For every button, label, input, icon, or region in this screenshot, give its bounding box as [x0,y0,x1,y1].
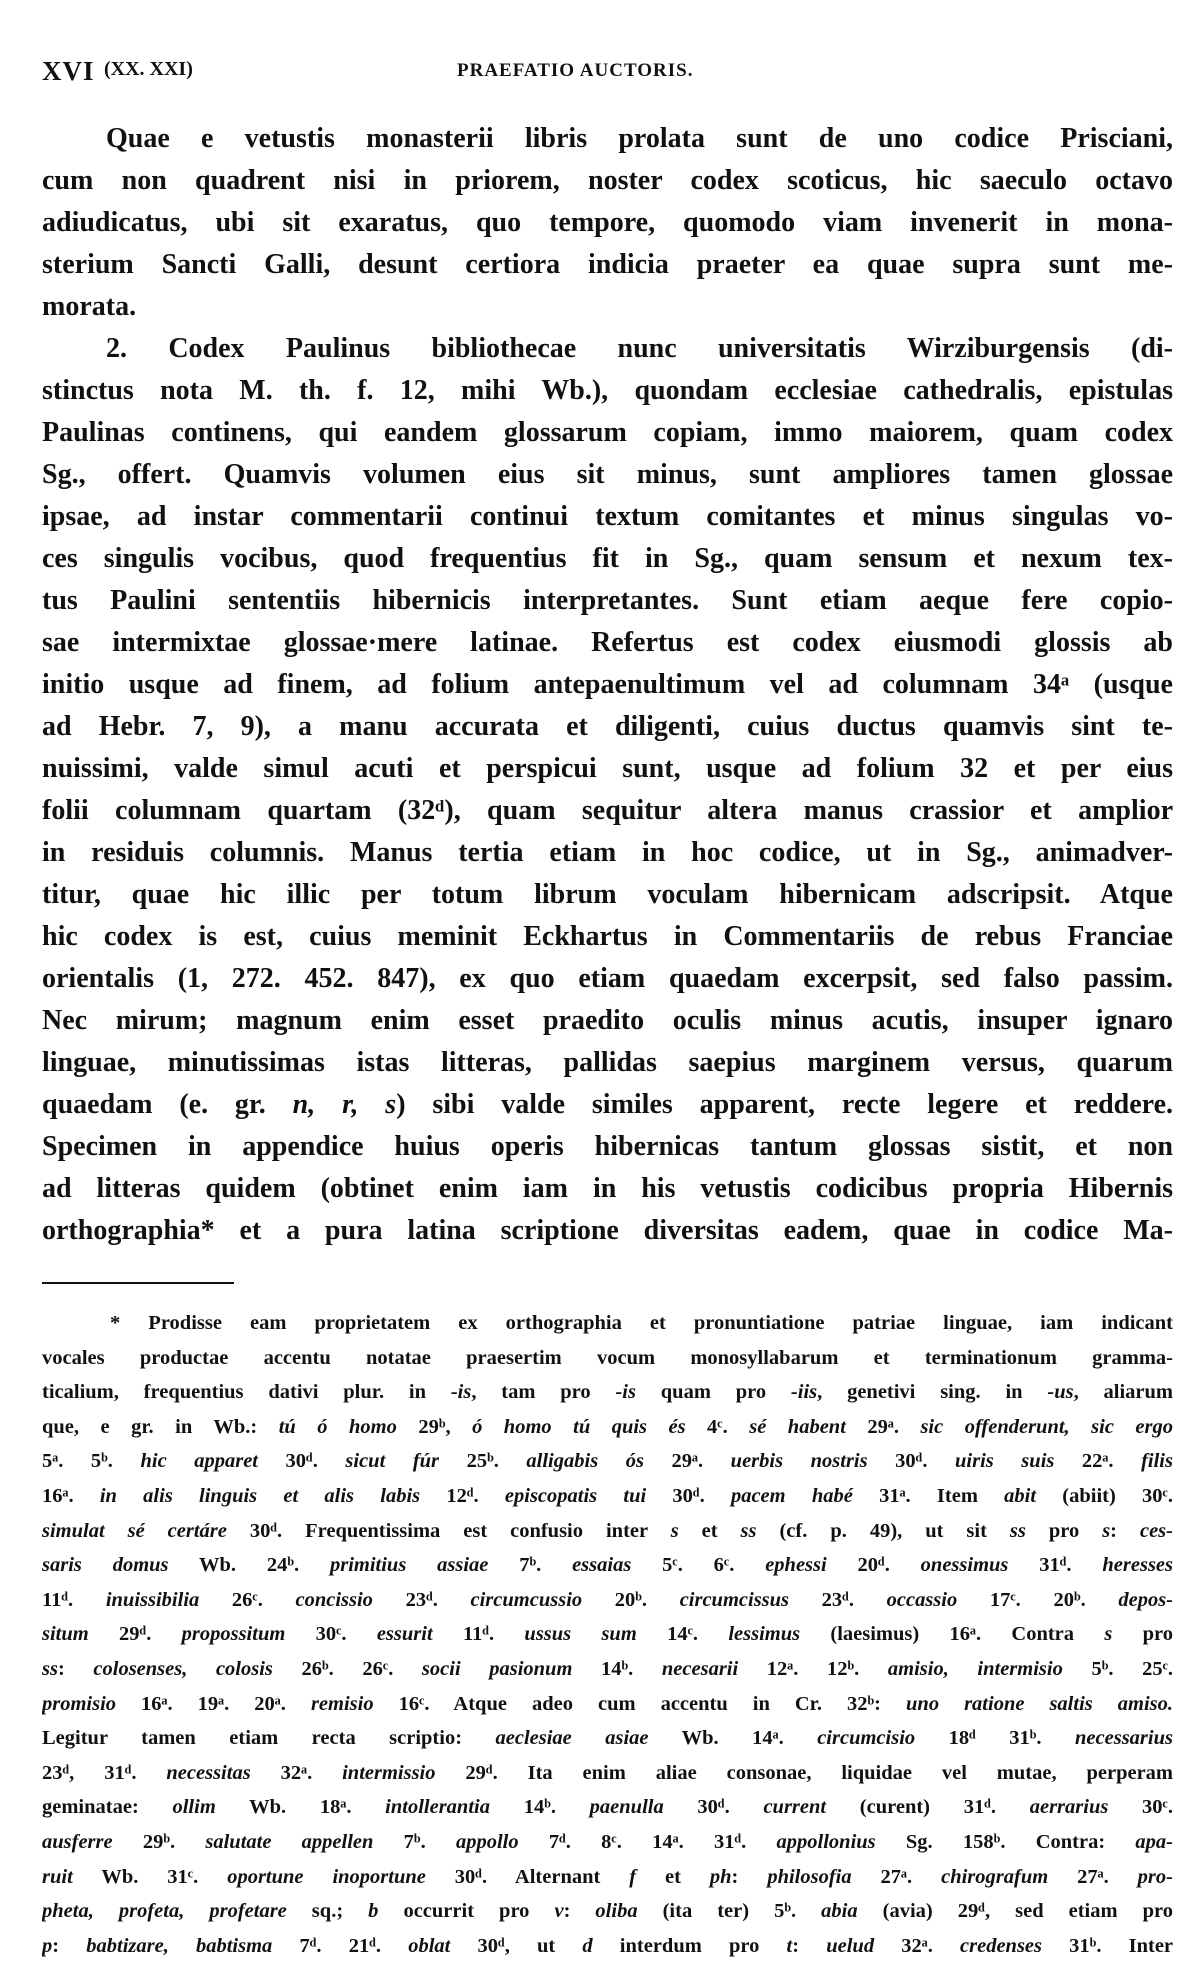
text-line [42,916,1173,958]
text: 26ᶜ. [199,1588,296,1611]
italic-text: uno ratione saltis amiso. [906,1692,1173,1715]
italic-text: depos- [1118,1588,1173,1611]
italic-text: appollonius [776,1830,876,1853]
footnote-line [42,1617,1173,1652]
text: geminatae: [42,1796,173,1819]
italic-text: intollerantia [385,1796,490,1819]
text-line [42,454,1173,496]
footnote-line [42,1583,1173,1618]
text: cum non quadrent nisi in priorem, noster codex scoticus, hic saeculo octavo [42,165,1173,196]
text: 29ᵇ. [112,1830,206,1853]
text: 23ᵈ. [372,1588,471,1611]
text: 30ᵈ. [258,1450,346,1473]
text: (abiit) 30ᶜ. [1036,1484,1173,1507]
text: sae intermixtae glossae·mere latinae. Refertus est codex eiusmodi glossis ab [42,627,1173,658]
text-line [42,874,1173,916]
text: Paulinas continens, qui eandem glossarum copiam, immo maiorem, quam codex [42,417,1173,448]
text: adiudicatus, ubi sit exaratus, quo tempore, quomodo viam invenerit in mona- [42,207,1173,238]
running-header [42,56,1173,88]
text: nuissimi, valde simul acuti et perspicui sunt, usque ad folium 32 et per eius [42,753,1173,784]
italic-text: propossitum [181,1623,286,1646]
italic-text: aerrarius [1029,1796,1109,1819]
italic-text: necesarii [661,1657,739,1680]
text-line [42,496,1173,538]
footnote-line [42,1652,1173,1687]
italic-text: colosenses, colosis [93,1657,273,1680]
text: 27ᵃ. [1048,1865,1138,1888]
text: orientalis (1, 272. 452. 847), ex quo etiam quaedam excerpsit, sed falso passim. [42,963,1173,994]
text: interdum pro [592,1934,787,1957]
italic-text: occassio [886,1588,958,1611]
text: : [792,1934,827,1957]
text: ad litteras quidem (obtinet enim iam in his vetustis codicibus propria Hibernis [42,1173,1173,1204]
text: 30ᵈ, ut [450,1934,583,1957]
footnote-line [42,1894,1173,1929]
italic-text: simulat sé certáre [42,1519,227,1542]
italic-text: essaias [572,1554,632,1577]
italic-text: sé habent [749,1415,846,1438]
italic-text: ss [42,1657,58,1680]
text-line [42,1168,1173,1210]
italic-text: intermissio [342,1761,436,1784]
text: Quae e vetustis monasterii libris prolata sunt de uno codice Prisciani, [106,123,1173,154]
text: 29ᵈ. Ita enim aliae consonae, liquidae vel mutae, perperam [435,1761,1173,1784]
italic-text: abia [821,1900,858,1923]
italic-text: remisio [310,1692,374,1715]
text: 27ᵃ. [851,1865,942,1888]
italic-text: uiris suis [955,1450,1055,1473]
text: (cf. p. 49), ut sit [756,1519,1010,1542]
italic-text: necessitas [166,1761,251,1784]
text: et [636,1865,710,1888]
text: 5ᵇ. 25ᶜ. [1062,1657,1173,1680]
text: 31ᵇ. Inter [1042,1934,1173,1957]
italic-text: ussus sum [524,1623,637,1646]
text: quaedam (e. gr. [42,1089,293,1120]
text: initio usque ad finem, ad folium antepaenultimum vel ad columnam 34ᵃ (usque [42,669,1173,700]
italic-text: tú ó homo [278,1415,397,1438]
italic-text: p [42,1934,53,1957]
footnote-line [42,1687,1173,1722]
italic-text: ces- [1139,1519,1173,1542]
italic-text: paenulla [589,1796,664,1819]
text: (curent) 31ᵈ. [826,1796,1030,1819]
text: 31ᵃ. Item [852,1484,1005,1507]
text: 12ᵈ. [420,1484,505,1507]
text: 11ᵈ. [432,1623,525,1646]
italic-text: hic apparet [140,1450,258,1473]
running-title: PRAEFATIO AUCTORIS. [457,60,694,81]
text: titur, quae hic illic per totum librum voculam hibernicam adscripsit. Atque [42,879,1173,910]
text: in residuis columnis. Manus tertia etiam in hoc codice, ut in Sg., animadver- [42,837,1173,868]
text: 16ᵃ. [42,1484,100,1507]
footnote-line [42,1306,1173,1341]
text: 5ᵃ. 5ᵇ. [42,1450,141,1473]
text: tus Paulini sententiis hibernicis interpretantes. Sunt etiam aeque fere copio- [42,585,1173,616]
text: quam pro [635,1381,791,1404]
text: linguae, minutissimas istas litteras, pallidas saepius marginem versus, quarum [42,1047,1173,1078]
text: 29ᵈ. [88,1623,182,1646]
text-line [42,580,1173,622]
text: 14ᶜ. [636,1623,729,1646]
italic-text: ruit [42,1865,73,1888]
italic-text: filis [1141,1450,1173,1473]
text-line [42,286,1173,328]
italic-text: -is [615,1381,636,1404]
section-reference: (XX. XXI) [104,58,193,80]
italic-text: v [554,1900,564,1923]
text-line [42,370,1173,412]
text: Sg. 158ᵇ. Contra: [875,1830,1136,1853]
footnote-line [42,1756,1173,1791]
italic-text: f [629,1865,637,1888]
text: 30ᵈ. Frequentissima est confusio inter [226,1519,671,1542]
italic-text: alligabis ós [526,1450,644,1473]
text: 12ᵃ. 12ᵇ. [738,1657,888,1680]
text: pro [1025,1519,1103,1542]
italic-text: s [1102,1519,1111,1542]
footnote-line [42,1548,1173,1583]
text: (ita ter) 5ᵇ. [637,1900,822,1923]
italic-text: socii pasionum [421,1657,573,1680]
text: vocales productae accentu notatae praesertim vocum monosyllabarum et terminationum gramma- [42,1346,1173,1369]
italic-text: s [1104,1623,1113,1646]
italic-text: sic offenderunt, sic ergo [920,1415,1173,1438]
italic-text: ó homo tú quis és [472,1415,686,1438]
italic-text: oportune inoportune [227,1865,426,1888]
text: que, e gr. in Wb.: [42,1415,279,1438]
italic-text: circumcissus [679,1588,790,1611]
main-text [42,118,1173,1252]
text-line [42,118,1173,160]
footnote-line [42,1825,1173,1860]
italic-text: ss [740,1519,757,1542]
text-line [42,538,1173,580]
italic-text: episcopatis tui [504,1484,647,1507]
text: 20ᵇ. [582,1588,680,1611]
text: 18ᵈ 31ᵇ. [915,1727,1076,1750]
text: Legitur tamen etiam recta scriptio: [42,1727,496,1750]
italic-text: abit [1004,1484,1037,1507]
text-line [42,244,1173,286]
footnote-line [42,1341,1173,1376]
text: : [52,1934,87,1957]
text: 29ᵃ. [643,1450,731,1473]
text: folii columnam quartam (32ᵈ), quam sequitur altera manus crassior et amplior [42,795,1173,826]
italic-text: appollo [455,1830,519,1853]
italic-text: concissio [295,1588,373,1611]
italic-text: pacem habé [730,1484,853,1507]
text: hic codex is est, cuius meminit Eckhartus in Commentariis de rebus Franciae [42,921,1173,952]
italic-text: oblat [408,1934,451,1957]
text: 4ᶜ. [685,1415,750,1438]
text: ipsae, ad instar commentarii continui textum comitantes et minus singulas vo- [42,501,1173,532]
footnote-line [42,1929,1173,1964]
text: 22ᵃ. [1054,1450,1142,1473]
text-line [42,1126,1173,1168]
text-line [42,160,1173,202]
italic-text: s [670,1519,679,1542]
italic-text: onessimus [920,1554,1009,1577]
italic-text: ph [709,1865,732,1888]
text: 17ᶜ. 20ᵇ. [957,1588,1119,1611]
text: 30ᵈ. [663,1796,764,1819]
italic-text: pheta, profeta, profetare [42,1900,287,1923]
text: 30ᶜ. [285,1623,377,1646]
italic-text: lessimus [728,1623,801,1646]
text: 20ᵈ. [826,1554,921,1577]
text-line [42,328,1173,370]
footnote-line [42,1444,1173,1479]
italic-text: in alis linguis et alis labis [99,1484,421,1507]
italic-text: primitius assiae [329,1554,489,1577]
text: : [57,1657,94,1680]
italic-text: pro- [1137,1865,1173,1888]
text: 25ᵇ. [439,1450,527,1473]
text: (laesimus) 16ᵃ. Contra [800,1623,1105,1646]
text: 29ᵃ. [845,1415,921,1438]
text: 7ᵇ. [373,1830,456,1853]
text: 7ᵈ. 8ᶜ. 14ᵃ. 31ᵈ. [518,1830,777,1853]
footnote-separator [42,1282,234,1284]
footnote-line [42,1514,1173,1549]
text: pro [1112,1623,1173,1646]
italic-text: current [763,1796,827,1819]
italic-text: -iis [790,1381,818,1404]
italic-text: inuissibilia [105,1588,200,1611]
text: morata. [42,291,137,322]
text: 26ᵇ. 26ᶜ. [272,1657,422,1680]
text-line [42,1084,1173,1126]
italic-text: necessarius [1075,1727,1173,1750]
text: ad Hebr. 7, 9), a manu accurata et diligenti, cuius ductus quamvis sint te- [42,711,1173,742]
footnote-line [42,1790,1173,1825]
text: Wb. 18ᵃ. [215,1796,386,1819]
text: 31ᵈ. [1008,1554,1103,1577]
italic-text: apa- [1135,1830,1173,1853]
italic-text: ephessi [765,1554,827,1577]
text: et [678,1519,741,1542]
italic-text: heresses [1102,1554,1173,1577]
text: 5ᶜ. 6ᶜ. [631,1554,766,1577]
text: Nec mirum; magnum enim esset praedito oculis minus acutis, insuper ignaro [42,1005,1173,1036]
footnote [42,1306,1173,1963]
text: 2. Codex Paulinus bibliothecae nunc universitatis Wirziburgensis (di- [106,333,1173,364]
text: (avia) 29ᵈ, sed etiam pro [857,1900,1173,1923]
text: 7ᵇ. [488,1554,573,1577]
text: 23ᵈ. [789,1588,887,1611]
italic-text: promisio [42,1692,117,1715]
text: 7ᵈ. 21ᵈ. [272,1934,409,1957]
text: 30ᵈ. [867,1450,956,1473]
italic-text: saris domus [42,1554,169,1577]
text: , aliarum [1073,1381,1173,1404]
text: Sg., offert. Quamvis volumen eius sit minus, sunt ampliores tamen glossae [42,459,1173,490]
text: sq.; [286,1900,369,1923]
text: 30ᶜ. [1108,1796,1173,1819]
text-line [42,1210,1173,1252]
text: 14ᵇ. [572,1657,662,1680]
text: 32ᵃ. [874,1934,961,1957]
footnote-line [42,1721,1173,1756]
text: 14ᵇ. [489,1796,590,1819]
text-line [42,832,1173,874]
text-line [42,1000,1173,1042]
italic-text: salutate appellen [205,1830,374,1853]
text: Wb. 24ᵇ. [168,1554,330,1577]
text: , genetivi sing. in [817,1381,1048,1404]
text-line [42,706,1173,748]
text: ) sibi valde similes apparent, recte legere et reddere. [396,1089,1173,1120]
italic-text: t [786,1934,793,1957]
text: Wb. 14ᵃ. [648,1727,818,1750]
text: 16ᶜ. Atque adeo cum accentu in Cr. 32ᵇ: [373,1692,907,1715]
italic-text: ss [1009,1519,1026,1542]
text: 11ᵈ. [42,1588,106,1611]
italic-text: uelud [826,1934,875,1957]
italic-text: babtizare, babtisma [86,1934,273,1957]
text: : [1110,1519,1140,1542]
page-number: XVI [42,56,95,86]
text-line [42,790,1173,832]
text: : [563,1900,596,1923]
italic-text: ausferre [42,1830,113,1853]
italic-text: -is [450,1381,472,1404]
text: ticalium, frequentius dativi plur. in [42,1381,451,1404]
italic-text: circumcussio [470,1588,583,1611]
text: , tam pro [471,1381,616,1404]
italic-text: uerbis nostris [730,1450,868,1473]
footnote-line [42,1860,1173,1895]
italic-text: essurit [376,1623,433,1646]
italic-text: n, r, s [292,1089,397,1120]
italic-text: sicut fúr [345,1450,440,1473]
italic-text: philosofia [767,1865,852,1888]
footnote-line [42,1410,1173,1445]
footnote-line [42,1479,1173,1514]
italic-text: amisio, intermisio [887,1657,1063,1680]
text: ces singulis vocibus, quod frequentius fit in Sg., quam sensum et nexum tex- [42,543,1173,574]
text: sterium Sancti Galli, desunt certiora indicia praeter ea quae supra sunt me- [42,249,1173,280]
text-line [42,202,1173,244]
text: Specimen in appendice huius operis hibernicas tantum glossas sistit, et non [42,1131,1173,1162]
text: 32ᵃ. [250,1761,343,1784]
text: * Prodisse eam proprietatem ex orthographia et pronuntiatione patriae linguae, iam indicant [110,1312,1173,1334]
italic-text: ollim [172,1796,216,1819]
text-line [42,664,1173,706]
text-line [42,748,1173,790]
text: 23ᵈ, 31ᵈ. [42,1761,167,1784]
text: 16ᵃ. 19ᵃ. 20ᵃ. [116,1692,311,1715]
italic-text: situm [42,1623,89,1646]
text: 29ᵇ, [396,1415,473,1438]
text: Wb. 31ᶜ. [72,1865,228,1888]
italic-text: aeclesiae asiae [495,1727,649,1750]
italic-text: d [582,1934,593,1957]
italic-text: circumcisio [817,1727,916,1750]
text: : [731,1865,768,1888]
text: 30ᵈ. Alternant [425,1865,630,1888]
text-line [42,622,1173,664]
footnote-line [42,1375,1173,1410]
text-line [42,1042,1173,1084]
italic-text: -us [1047,1381,1074,1404]
text-line [42,412,1173,454]
italic-text: b [368,1900,379,1923]
italic-text: oliba [595,1900,638,1923]
italic-text: chirografum [941,1865,1049,1888]
text: orthographia* et a pura latina scriptione diversitas eadem, quae in codice Ma- [42,1215,1173,1246]
text: stinctus nota M. th. f. 12, mihi Wb.), quondam ecclesiae cathedralis, epistulas [42,375,1173,406]
italic-text: credenses [960,1934,1043,1957]
text-line [42,958,1173,1000]
text: occurrit pro [378,1900,555,1923]
text: 30ᵈ. [646,1484,731,1507]
